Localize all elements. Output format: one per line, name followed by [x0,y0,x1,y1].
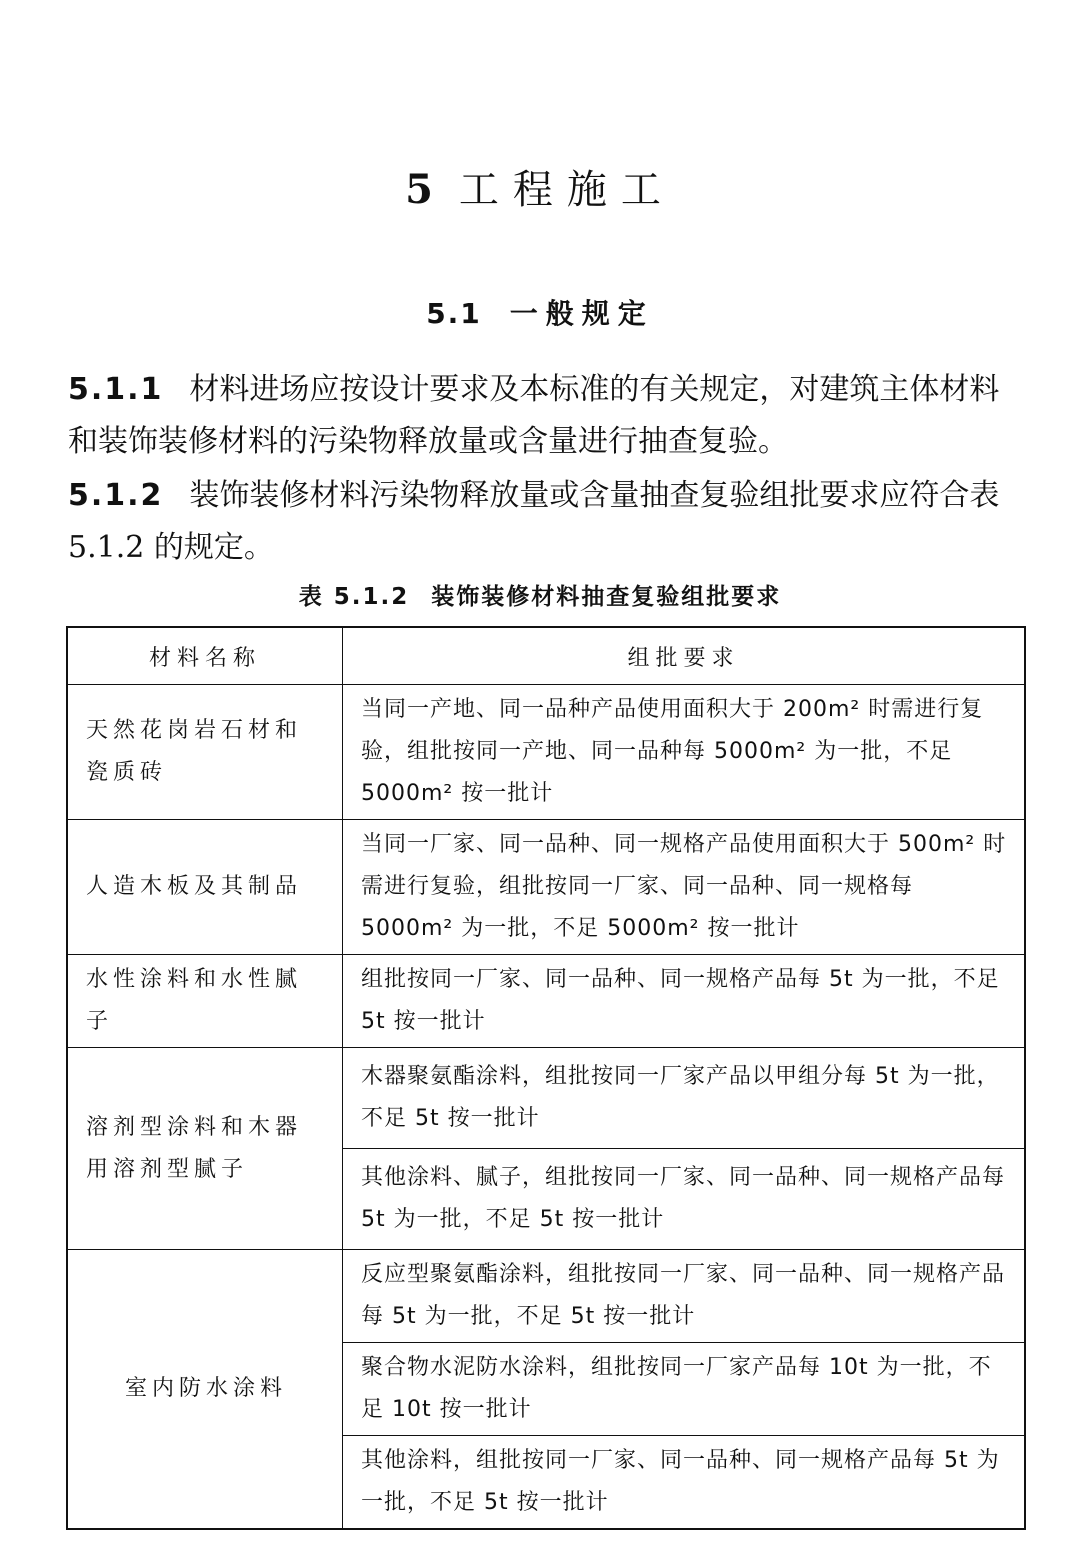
clause-number: 5.1.2 [68,478,164,513]
material-cell: 室内防水涂料 [67,1250,343,1530]
table-row [67,685,1025,820]
chapter-title: 工程施工 [458,167,675,213]
material-cell: 人造木板及其制品 [67,820,343,955]
table-row [67,820,1025,955]
batch-requirements-table [66,626,1026,1530]
section-title: 一般规定 [509,297,654,330]
clause-number: 5.1.1 [68,372,164,407]
header-requirement: 组批要求 [343,627,1026,685]
material-cell: 水性涂料和水性腻子 [67,955,343,1048]
section-number: 5.1 [426,297,482,330]
requirement-cell: 木器聚氨酯涂料，组批按同一厂家产品以甲组分每 5t 为一批，不足 5t 按一批计 [343,1048,1026,1149]
requirement-cell: 其他涂料、腻子，组批按同一厂家、同一品种、同一规格产品每 5t 为一批，不足 5t 按一批计 [343,1149,1026,1250]
clause-text: 材料进场应按设计要求及本标准的有关规定，对建筑主体材料和装饰装修材料的污染物释放量或含量进行抽查复验。 [68,372,1000,459]
section-heading [0,292,1080,332]
table-number: 表 5.1.2 [298,584,410,610]
requirement-cell: 反应型聚氨酯涂料，组批按同一厂家、同一品种、同一规格产品每 5t 为一批，不足 5t 按一批计 [343,1250,1026,1343]
table-title: 装饰装修材料抽查复验组批要求 [431,584,782,610]
clause-5-1-2 [68,470,1028,574]
chapter-heading [0,158,1080,215]
clause-text: 装饰装修材料污染物释放量或含量抽查复验组批要求应符合表 5.1.2 的规定。 [68,478,1000,565]
table-caption [0,578,1080,611]
requirement-cell: 当同一厂家、同一品种、同一规格产品使用面积大于 500m² 时需进行复验，组批按同一厂家、同一品种、同一规格每 5000m² 为一批，不足 5000m² 按一批计 [343,820,1026,955]
requirement-cell: 聚合物水泥防水涂料，组批按同一厂家产品每 10t 为一批，不足 10t 按一批计 [343,1343,1026,1436]
header-material: 材料名称 [67,627,343,685]
table-row [67,1048,1025,1149]
requirement-cell: 当同一产地、同一品种产品使用面积大于 200m² 时需进行复验，组批按同一产地、同一品种每 5000m² 为一批，不足 5000m² 按一批计 [343,685,1026,820]
material-cell: 天然花岗岩石材和瓷质砖 [67,685,343,820]
chapter-number: 5 [405,166,433,213]
table-header-row [67,627,1025,685]
table-row [67,955,1025,1048]
requirement-cell: 组批按同一厂家、同一品种、同一规格产品每 5t 为一批，不足 5t 按一批计 [343,955,1026,1048]
clause-5-1-1 [68,364,1028,468]
requirement-cell: 其他涂料，组批按同一厂家、同一品种、同一规格产品每 5t 为一批，不足 5t 按一批计 [343,1436,1026,1530]
table-row [67,1250,1025,1343]
material-cell: 溶剂型涂料和木器用溶剂型腻子 [67,1048,343,1250]
